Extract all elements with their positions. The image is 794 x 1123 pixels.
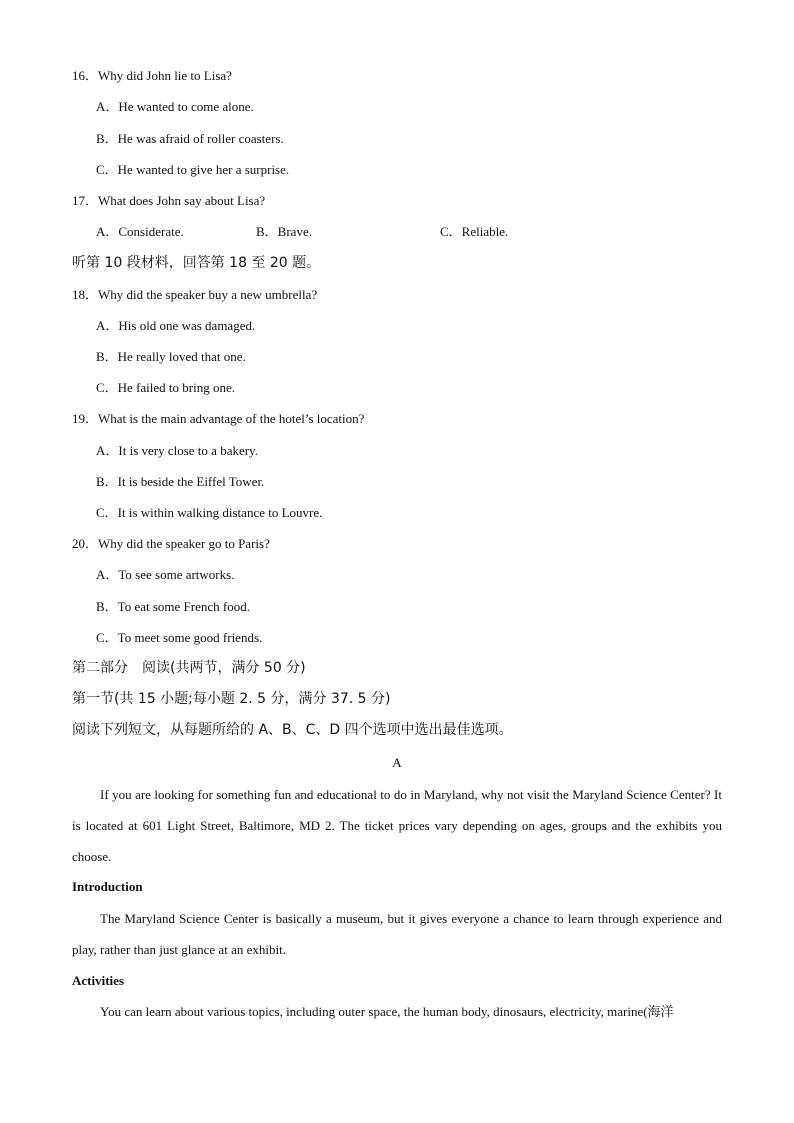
q18-option-a: A．His old one was damaged. [96,318,256,333]
q18-option-c: C．He failed to bring one. [96,380,235,395]
reading-instruction: 阅读下列短文，从每题所给的 A、B、C、D 四个选项中选出最佳选项。 [72,722,513,738]
q20-option-c: C．To meet some good friends. [96,630,263,645]
heading-activities: Activities [72,973,124,988]
heading-introduction: Introduction [72,879,143,894]
q19-option-c: C．It is within walking distance to Louvre. [96,505,323,520]
q17-option-a: A．Considerate. [96,224,184,239]
q18-stem: 18．Why did the speaker buy a new umbrella? [72,287,318,302]
q19-stem: 19．What is the main advantage of the hotel’s location? [72,411,365,426]
passage-label: A [392,755,402,770]
q20-option-a: A．To see some artworks. [96,567,235,582]
q16-stem: 16．Why did John lie to Lisa? [72,68,232,83]
passage-paragraph-1: If you are looking for something fun and educational to do in Maryland, why not visit the Maryland Science Center? It is located at 601 Light Street, Baltimore, MD 2. The ticket prices vary depending on ages, groups and the exhibits you choose. [72,787,722,864]
q19-option-a: A．It is very close to a bakery. [96,443,258,458]
q20-stem: 20．Why did the speaker go to Paris? [72,536,270,551]
q17-option-b: B．Brave. [256,224,312,239]
passage-paragraph-2: The Maryland Science Center is basically a museum, but it gives everyone a chance to learn through experience and play, rather than just glance at an exhibit. [72,911,722,957]
section-1-title: 第一节(共 15 小题;每小题 2. 5 分，满分 37. 5 分) [72,691,391,707]
q20-option-b: B．To eat some French food. [96,599,250,614]
part-2-title: 第二部分 阅读(共两节，满分 50 分) [72,660,306,676]
q16-option-b: B．He was afraid of roller coasters. [96,131,284,146]
q16-option-c: C．He wanted to give her a surprise. [96,162,290,177]
passage-paragraph-3: You can learn about various topics, including outer space, the human body, dinosaurs, electricity, marine(海洋 [100,1004,674,1019]
q18-option-b: B．He really loved that one. [96,349,246,364]
q16-option-a: A．He wanted to come alone. [96,99,254,114]
q19-option-b: B．It is beside the Eiffel Tower. [96,474,265,489]
section-10-heading: 听第 10 段材料，回答第 18 至 20 题。 [72,255,321,271]
q17-stem: 17．What does John say about Lisa? [72,193,266,208]
q17-option-c: C．Reliable. [440,224,509,239]
